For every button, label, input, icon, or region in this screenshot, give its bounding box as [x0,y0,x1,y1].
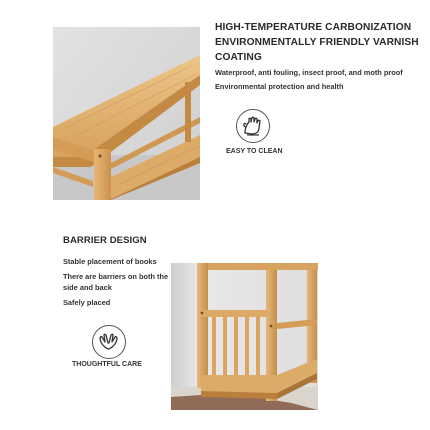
heading-line: ENVIRONMENTALLY FRIENDLY VARNISH [215,37,419,48]
coating-feature-list [215,67,425,95]
hands-care-icon [93,326,124,357]
varnish-coating-heading [215,20,425,65]
barrier-shelf-photo [171,263,318,410]
barrier-feature-list [63,256,171,312]
heading-line: COATING [215,52,262,63]
thoughtful-care-badge [92,325,126,359]
thoughtful-care-label: THOUGHTFUL CARE [72,361,142,368]
feature-item: Environmental protection and health [215,82,344,91]
hand-wiping-icon [237,110,268,141]
barrier-design-heading: BARRIER DESIGN [63,235,147,246]
heading-line: HIGH-TEMPERATURE CARBONIZATION [215,22,412,33]
feature-item: Stable placement of books [63,257,157,266]
feature-item: There are barriers on both the side and back [63,272,169,292]
feature-item: Waterproof, anti fouling, insect proof, and moth proof [215,68,403,77]
easy-to-clean-badge [236,109,270,143]
easy-to-clean-label: EASY TO CLEAN [226,148,283,155]
feature-item: Safely placed [63,298,111,307]
bench-closeup-photo [53,27,200,200]
